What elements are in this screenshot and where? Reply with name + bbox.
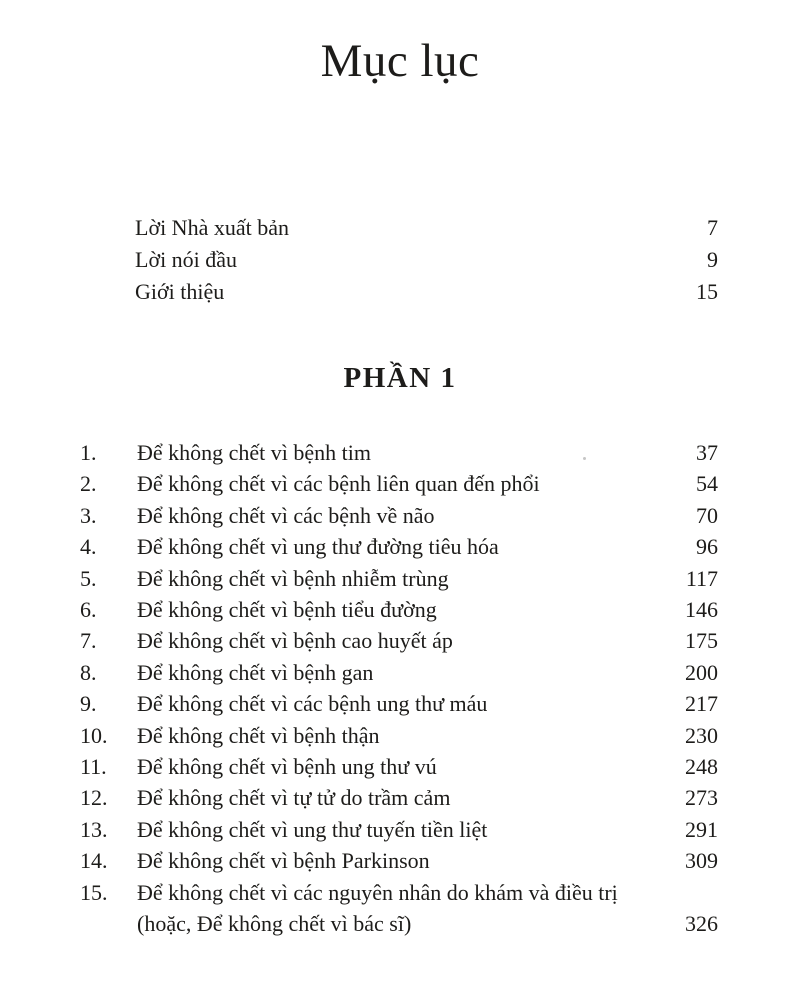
chapter-title: Để không chết vì các bệnh về não (137, 502, 435, 528)
chapter-title-block (137, 845, 675, 876)
chapter-title: Để không chết vì các bệnh liên quan đến phổi (137, 471, 540, 497)
chapter-title-block (137, 500, 686, 531)
chapter-title-block (137, 751, 675, 782)
chapter-subtitle: (hoặc, Để không chết vì bác sĩ) (137, 911, 412, 937)
chapter-number: 5. (80, 565, 97, 591)
chapter-number: 4. (80, 534, 97, 560)
chapter-number: 9. (80, 691, 97, 717)
chapter-page-number: 217 (685, 691, 718, 717)
front-matter-label: Lời nói đầu (135, 247, 238, 272)
chapter-number: 7. (80, 628, 97, 654)
chapter-page-number: 70 (696, 502, 718, 528)
chapter-page-number: 146 (685, 597, 718, 623)
chapter-title-block (137, 720, 675, 751)
chapter-title: Để không chết vì ung thư tuyến tiền liệt (137, 816, 488, 842)
toc-row (80, 720, 718, 751)
front-matter-row (135, 244, 718, 276)
table-of-contents-list (80, 437, 718, 940)
toc-row (80, 625, 718, 656)
toc-row (80, 657, 718, 688)
chapter-title-block (137, 594, 675, 625)
toc-row (80, 688, 718, 719)
chapter-title-block (137, 814, 675, 845)
toc-row (80, 563, 718, 594)
chapter-page-number: 326 (685, 911, 718, 937)
chapter-page-number: 54 (696, 471, 718, 497)
chapter-page-number: 248 (685, 754, 718, 780)
chapter-number: 1. (80, 440, 97, 465)
front-matter-page-number: 7 (707, 215, 718, 240)
chapter-page-number: 96 (696, 534, 718, 560)
chapter-title: Để không chết vì các bệnh ung thư máu (137, 691, 488, 717)
chapter-title: Để không chết vì ung thư đường tiêu hóa (137, 534, 499, 560)
front-matter-row (135, 276, 718, 308)
front-matter-page-number: 15 (696, 279, 718, 304)
chapter-title: Để không chết vì bệnh tiểu đường (137, 597, 437, 623)
front-matter-row (135, 212, 718, 244)
chapter-number: 10. (80, 722, 108, 748)
chapter-title: Để không chết vì bệnh Parkinson (137, 848, 430, 874)
chapter-number: 13. (80, 816, 108, 842)
front-matter-label: Giới thiệu (135, 279, 225, 304)
chapter-title-block (137, 625, 675, 656)
toc-row (80, 500, 718, 531)
chapter-number: 11. (80, 754, 107, 780)
chapter-title: Để không chết vì bệnh thận (137, 722, 380, 748)
scan-speck-artifact (583, 457, 586, 460)
toc-row (80, 845, 718, 876)
chapter-title-block (137, 877, 675, 940)
chapter-title: Để không chết vì bệnh tim (137, 440, 372, 465)
front-matter-page-number: 9 (707, 247, 718, 272)
toc-row (80, 594, 718, 625)
chapter-title: Để không chết vì các nguyên nhân do khám và điều trị (137, 879, 618, 905)
chapter-page-number: 291 (685, 816, 718, 842)
chapter-page-number: 37 (696, 440, 718, 465)
chapter-title-block (137, 688, 675, 719)
page-title: Mục lục (320, 35, 480, 87)
chapter-number: 15. (80, 879, 108, 905)
toc-row (80, 468, 718, 499)
chapter-page-number: 273 (685, 785, 718, 811)
chapter-title-block (137, 437, 686, 468)
chapter-page-number: 230 (685, 722, 718, 748)
toc-row (80, 531, 718, 562)
chapter-title: Để không chết vì bệnh cao huyết áp (137, 628, 453, 654)
front-matter-list (135, 212, 718, 308)
chapter-number: 6. (80, 597, 97, 623)
chapter-page-number: 175 (685, 628, 718, 654)
chapter-title-block (137, 782, 675, 813)
toc-row (80, 814, 718, 845)
chapter-page-number: 309 (685, 848, 718, 874)
chapter-title-block (137, 563, 676, 594)
chapter-title: Để không chết vì bệnh ung thư vú (137, 754, 437, 780)
chapter-number: 8. (80, 659, 97, 685)
chapter-number: 2. (80, 471, 97, 497)
front-matter-label: Lời Nhà xuất bản (135, 215, 289, 240)
chapter-number: 12. (80, 785, 108, 811)
chapter-page-number: 117 (685, 565, 718, 591)
chapter-title-block (137, 531, 686, 562)
toc-row (80, 751, 718, 782)
toc-row (80, 877, 718, 940)
chapter-title: Để không chết vì bệnh nhiễm trùng (137, 565, 449, 591)
toc-row (80, 437, 718, 468)
toc-row (80, 782, 718, 813)
chapter-number: 3. (80, 502, 97, 528)
chapter-title-block (137, 468, 686, 499)
part-heading: PHẦN 1 (343, 362, 457, 394)
chapter-title: Để không chết vì bệnh gan (137, 659, 374, 685)
chapter-title-block (137, 657, 675, 688)
chapter-number: 14. (80, 848, 108, 874)
chapter-title: Để không chết vì tự tử do trầm cảm (137, 785, 451, 811)
chapter-page-number: 200 (685, 659, 718, 685)
